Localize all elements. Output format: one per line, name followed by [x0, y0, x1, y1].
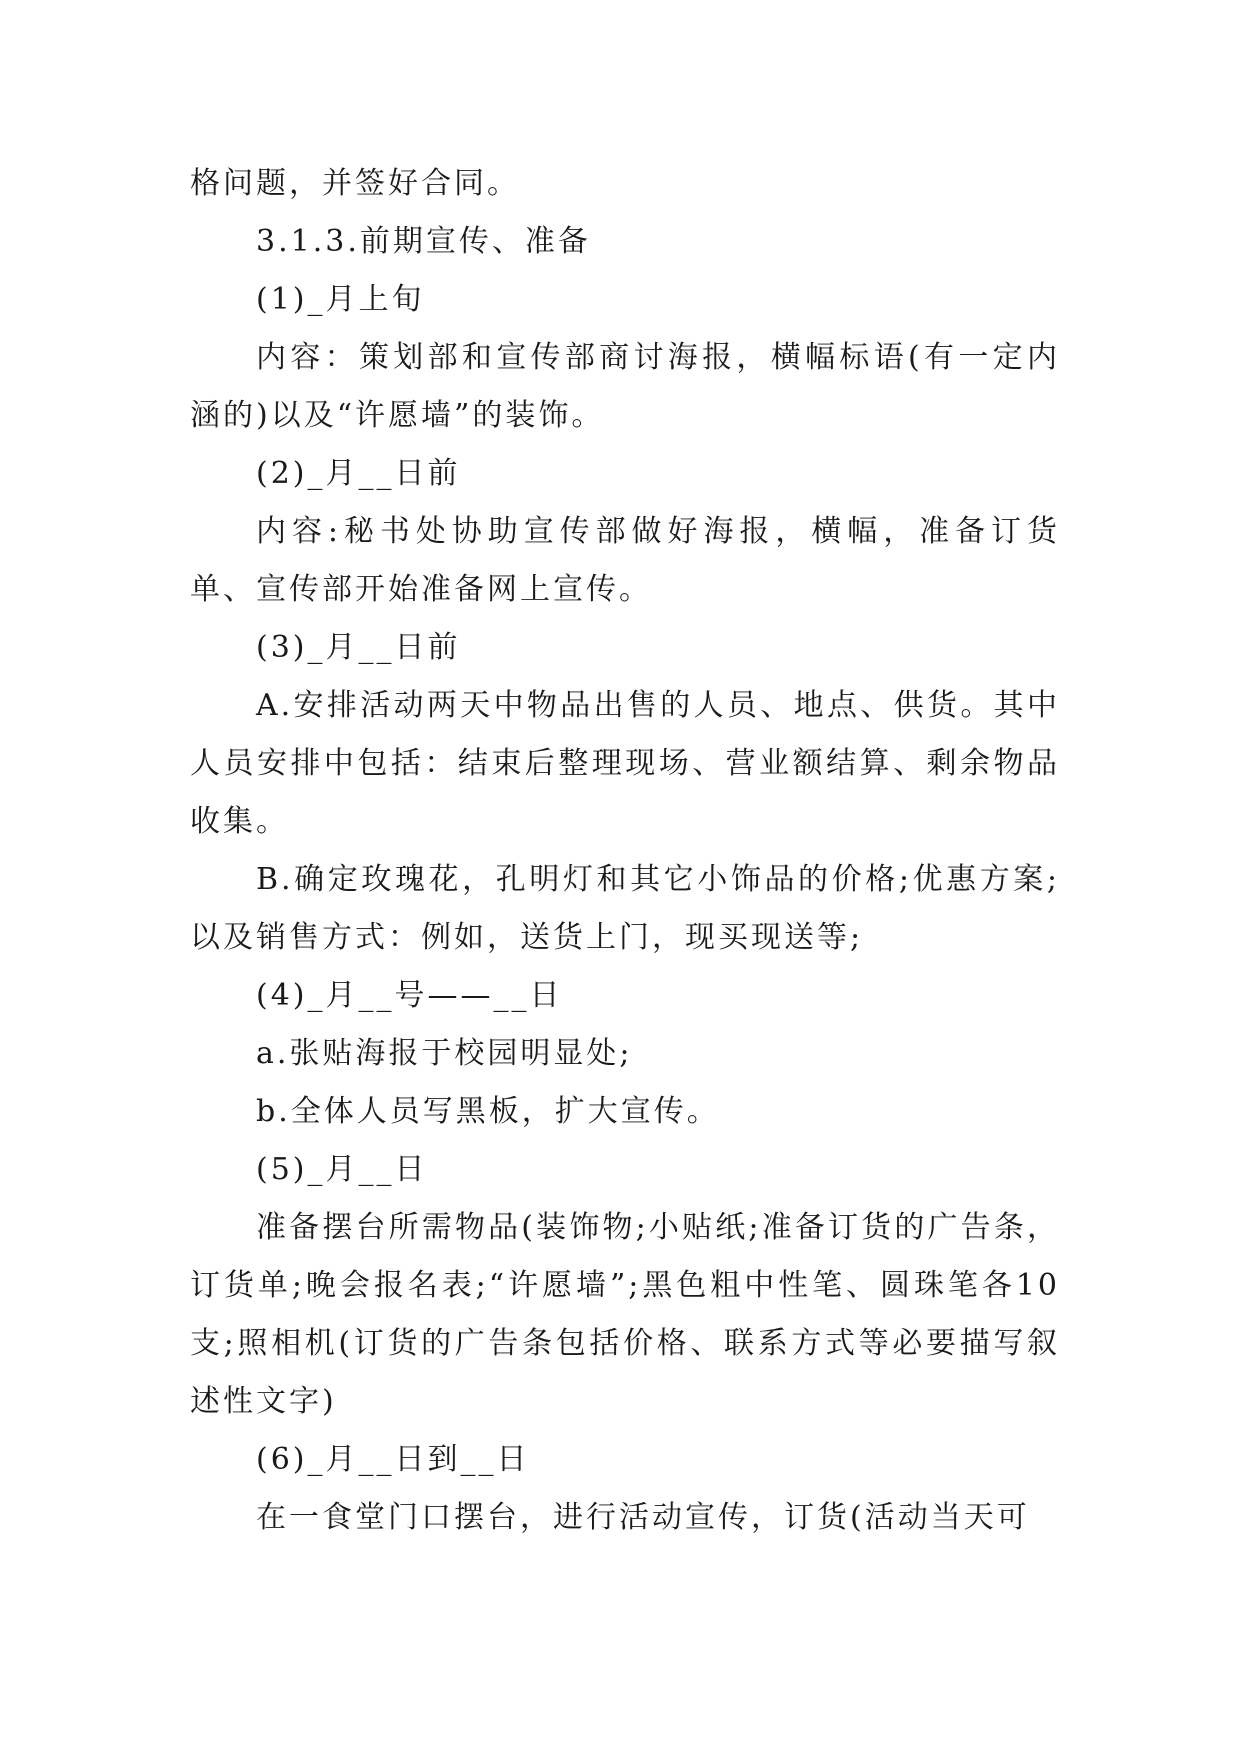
step-content-3a: A.安排活动两天中物品出售的人员、地点、供货。其中人员安排中包括：结束后整理现场、营业额结算、剩余物品收集。: [190, 688, 1060, 839]
step-content-4b: b.全体人员写黑板，扩大宣传。: [256, 1094, 720, 1129]
step-heading-6: (6)_月__日到__日: [256, 1442, 530, 1477]
step-heading-1: (1)_月上旬: [256, 282, 425, 317]
step-heading-3: (3)_月__日前: [256, 630, 461, 665]
step-content-1: 内容：策划部和宣传部商讨海报，横幅标语(有一定内涵的)以及“许愿墙”的装饰。: [190, 340, 1060, 433]
document-body: [190, 155, 1060, 1547]
step-content-6: 在一食堂门口摆台，进行活动宣传，订货(活动当天可: [256, 1500, 1030, 1535]
step-heading-5: (5)_月__日: [256, 1152, 428, 1187]
step-content-5: 准备摆台所需物品(装饰物;小贴纸;准备订货的广告条，订货单;晚会报名表;“许愿墙”;黑色粗中性笔、圆珠笔各10支;照相机(订货的广告条包括价格、联系方式等必要描写叙述性文字): [190, 1210, 1060, 1419]
section-heading: 3.1.3.前期宣传、准备: [256, 224, 591, 259]
step-heading-4: (4)_月__号——__日: [256, 978, 563, 1013]
step-content-4a: a.张贴海报于校园明显处;: [256, 1036, 633, 1071]
paragraph-continuation: 格问题，并签好合同。: [190, 166, 520, 201]
step-content-2: 内容:秘书处协助宣传部做好海报，横幅，准备订货单、宣传部开始准备网上宣传。: [190, 514, 1060, 607]
step-content-3b: B.确定玫瑰花，孔明灯和其它小饰品的价格;优惠方案;以及销售方式：例如，送货上门，现买现送等;: [190, 862, 1060, 955]
step-heading-2: (2)_月__日前: [256, 456, 461, 491]
